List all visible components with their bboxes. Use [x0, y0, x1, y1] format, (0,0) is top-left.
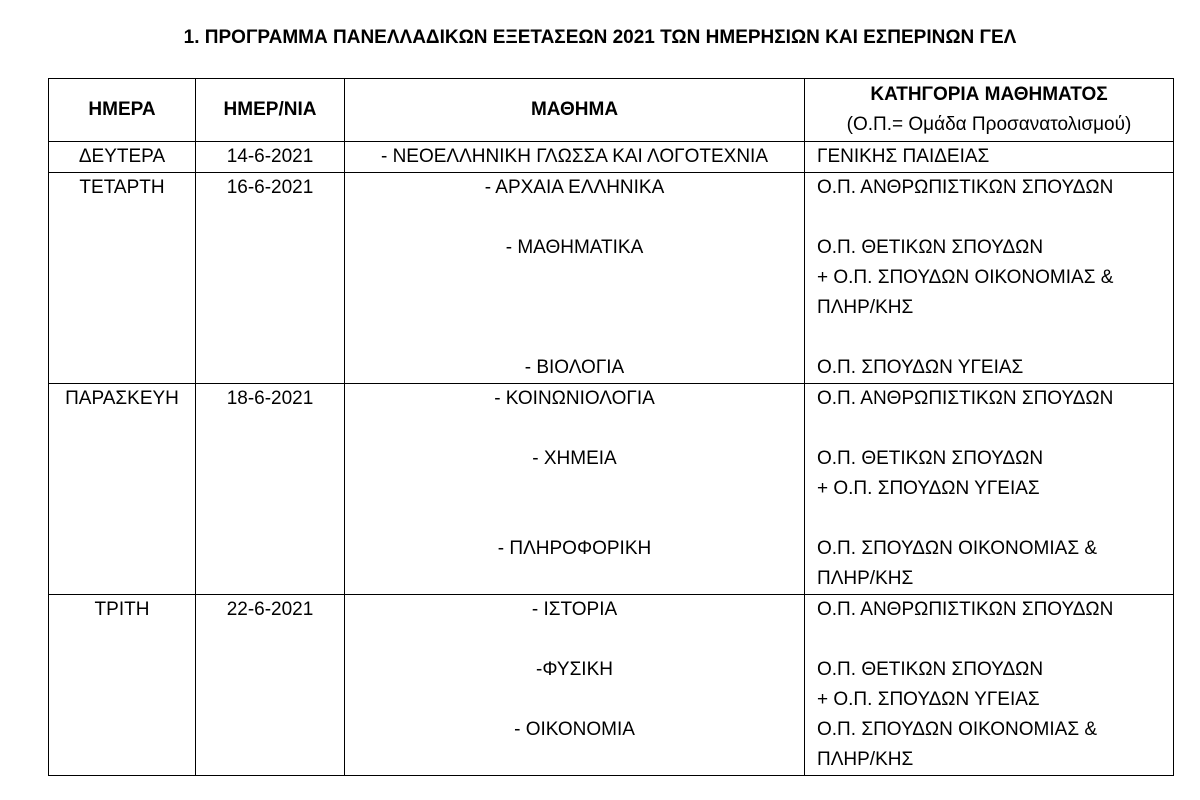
subject-cell	[345, 173, 805, 384]
header-subject: ΜΑΘΗΜΑ	[345, 79, 805, 142]
day-cell	[49, 173, 196, 384]
table-row	[49, 384, 1174, 595]
subject-entry: - ΠΛΗΡΟΦΟΡΙΚΗ	[497, 538, 652, 559]
category-cell	[805, 384, 1174, 595]
day-cell	[49, 384, 196, 595]
category-entry: Ο.Π. ΑΝΘΡΩΠΙΣΤΙΚΩΝ ΣΠΟΥΔΩΝ	[817, 599, 1114, 620]
subject-entry: - ΒΙΟΛΟΓΙΑ	[524, 357, 625, 378]
day-text: ΠΑΡΑΣΚΕΥΗ	[65, 388, 179, 409]
category-entry: ΠΛΗΡ/ΚΗΣ	[817, 749, 914, 770]
day-cell	[49, 595, 196, 776]
category-entry: ΓΕΝΙΚΗΣ ΠΑΙΔΕΙΑΣ	[817, 146, 990, 167]
subject-entry: - ΟΙΚΟΝΟΜΙΑ	[514, 719, 635, 740]
category-entry: Ο.Π. ΣΠΟΥΔΩΝ ΟΙΚΟΝΟΜΙΑΣ &	[817, 719, 1098, 740]
date-text: 16-6-2021	[226, 177, 314, 198]
subject-entry: -ΦΥΣΙΚΗ	[536, 659, 613, 680]
day-cell	[49, 142, 196, 173]
category-entry: Ο.Π. ΑΝΘΡΩΠΙΣΤΙΚΩΝ ΣΠΟΥΔΩΝ	[817, 177, 1114, 198]
category-cell	[805, 173, 1174, 384]
header-category-label: ΚΑΤΗΓΟΡΙΑ ΜΑΘΗΜΑΤΟΣ	[870, 84, 1108, 105]
category-entry: Ο.Π. ΣΠΟΥΔΩΝ ΟΙΚΟΝΟΜΙΑΣ &	[817, 538, 1098, 559]
subject-entry: - ΜΑΘΗΜΑΤΙΚΑ	[505, 237, 644, 258]
header-category	[805, 79, 1174, 142]
exam-schedule-table	[48, 78, 1174, 776]
category-entry: Ο.Π. ΘΕΤΙΚΩΝ ΣΠΟΥΔΩΝ	[817, 659, 1044, 680]
day-text: ΤΡΙΤΗ	[94, 599, 150, 620]
date-text: 18-6-2021	[226, 388, 314, 409]
category-cell	[805, 595, 1174, 776]
subject-cell	[345, 142, 805, 173]
category-entry: ΠΛΗΡ/ΚΗΣ	[817, 297, 914, 318]
category-entry: Ο.Π. ΘΕΤΙΚΩΝ ΣΠΟΥΔΩΝ	[817, 448, 1044, 469]
subject-entry: - ΑΡΧΑΙΑ ΕΛΛΗΝΙΚΑ	[484, 177, 665, 198]
header-category-note: (Ο.Π.= Ομάδα Προσανατολισμού)	[846, 114, 1132, 135]
subject-entry: - ΧΗΜΕΙΑ	[532, 448, 617, 469]
subject-entry: - ΚΟΙΝΩΝΙΟΛΟΓΙΑ	[494, 388, 655, 409]
day-text: ΤΕΤΑΡΤΗ	[79, 177, 165, 198]
table-header-row	[49, 79, 1174, 142]
category-entry: + Ο.Π. ΣΠΟΥΔΩΝ ΥΓΕΙΑΣ	[817, 689, 1040, 710]
date-text: 22-6-2021	[226, 599, 314, 620]
table-row	[49, 595, 1174, 776]
subject-cell	[345, 595, 805, 776]
subject-entry: - ΙΣΤΟΡΙΑ	[531, 599, 618, 620]
subject-entry: - ΝΕΟΕΛΛΗΝΙΚΗ ΓΛΩΣΣΑ ΚΑΙ ΛΟΓΟΤΕΧΝΙΑ	[380, 146, 769, 167]
day-text: ΔΕΥΤΕΡΑ	[78, 146, 166, 167]
table-row	[49, 142, 1174, 173]
header-day: ΗΜΕΡΑ	[49, 79, 196, 142]
category-entry: + Ο.Π. ΣΠΟΥΔΩΝ ΟΙΚΟΝΟΜΙΑΣ &	[817, 267, 1114, 288]
category-entry: Ο.Π. ΣΠΟΥΔΩΝ ΥΓΕΙΑΣ	[817, 357, 1024, 378]
page-title: 1. ΠΡΟΓΡΑΜΜΑ ΠΑΝΕΛΛΑΔΙΚΩΝ ΕΞΕΤΑΣΕΩΝ 2021 ΤΩΝ ΗΜΕΡΗΣΙΩΝ ΚΑΙ ΕΣΠΕΡΙΝΩΝ ΓΕΛ	[183, 27, 1017, 48]
category-entry: + Ο.Π. ΣΠΟΥΔΩΝ ΥΓΕΙΑΣ	[817, 478, 1040, 499]
subject-cell	[345, 384, 805, 595]
table-row	[49, 173, 1174, 384]
category-entry: ΠΛΗΡ/ΚΗΣ	[817, 568, 914, 589]
header-date: ΗΜΕΡ/ΝΙΑ	[196, 79, 345, 142]
date-text: 14-6-2021	[226, 146, 314, 167]
date-cell	[196, 142, 345, 173]
date-cell	[196, 173, 345, 384]
category-entry: Ο.Π. ΑΝΘΡΩΠΙΣΤΙΚΩΝ ΣΠΟΥΔΩΝ	[817, 388, 1114, 409]
date-cell	[196, 595, 345, 776]
category-entry: Ο.Π. ΘΕΤΙΚΩΝ ΣΠΟΥΔΩΝ	[817, 237, 1044, 258]
date-cell	[196, 384, 345, 595]
category-cell	[805, 142, 1174, 173]
